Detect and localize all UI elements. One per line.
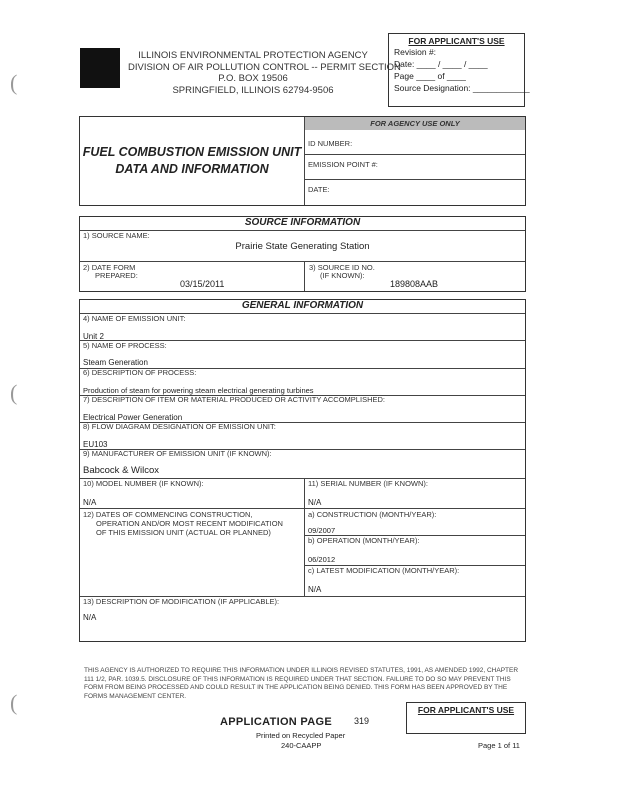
serial-number-value: N/A (308, 498, 322, 507)
flow-diagram-value: EU103 (83, 440, 108, 449)
emission-point-label: EMISSION POINT #: (308, 160, 378, 169)
source-designation-field[interactable]: Source Designation: ____________ (394, 83, 530, 93)
process-name-value: Steam Generation (83, 358, 148, 367)
general-info-title: GENERAL INFORMATION (241, 300, 364, 311)
page-field[interactable]: Page ____ of ____ (394, 71, 466, 81)
application-page-label: APPLICATION PAGE (220, 716, 332, 728)
date-field[interactable]: Date: ____ / ____ / ____ (394, 59, 488, 69)
construction-date-value: 09/2007 (308, 526, 336, 535)
agency-use-header: FOR AGENCY USE ONLY (305, 117, 525, 130)
modification-description-value: N/A (83, 613, 97, 622)
application-page-number: 319 (354, 716, 370, 726)
source-info-title: SOURCE INFORMATION (244, 217, 361, 228)
form-title: FUEL COMBUSTION EMISSION UNIT DATA AND INFORMATION (82, 145, 302, 176)
agency-logo (80, 48, 120, 88)
margin-mark-2: ( (10, 380, 18, 405)
title-block (79, 116, 526, 206)
agency-date-label: DATE: (308, 185, 330, 194)
model-number-value: N/A (83, 498, 97, 507)
source-id-value: 189808AAB (390, 279, 439, 289)
emission-unit-value: Unit 2 (83, 332, 104, 341)
margin-mark-3: ( (10, 690, 18, 715)
page-of: Page 1 of 11 (478, 741, 520, 750)
date-form-value: 03/15/2011 (180, 279, 225, 289)
modification-date-value: N/A (308, 585, 322, 594)
recycled-paper-note: Printed on Recycled Paper (256, 731, 346, 740)
operation-date-value: 06/2012 (308, 555, 336, 564)
agency-use-fields (305, 130, 525, 205)
source-info-section: SOURCE INFORMATION 1) SOURCE NAME: Prairie State Generating Station 2) DATE FORM PREPARED: 03/15/2011 3) SOURCE ID NO. (IF KNOWN): 189808AAB (79, 216, 526, 292)
item-produced-value: Electrical Power Generation (83, 413, 183, 422)
source-name-value: Prairie State Generating Station (235, 241, 370, 252)
footer-applicant-box: FOR APPLICANT'S USE (406, 702, 526, 734)
margin-mark-1: ( (10, 70, 18, 95)
revision-field[interactable]: Revision #: (394, 47, 437, 57)
process-description-value: Production of steam for powering steam electrical generating turbines (83, 386, 314, 395)
agency-address: ILLINOIS ENVIRONMENTAL PROTECTION AGENCY DIVISION OF AIR POLLUTION CONTROL -- PERMIT SECTION P.O. BOX 19506 SPRINGFIELD, ILLINOIS 62794-9506 (128, 50, 401, 96)
id-number-label: ID NUMBER: (308, 139, 353, 148)
form-code: 240-CAAPP (281, 741, 322, 750)
manufacturer-value: Babcock & Wilcox (83, 465, 160, 476)
applicant-use-box: FOR APPLICANT'S USE Revision #: Date: ____ / ____ / ____ Page ____ of ____ Source Designation: ____________ (388, 33, 525, 107)
general-info-section: GENERAL INFORMATION 4) NAME OF EMISSION UNIT: Unit 2 5) NAME OF PROCESS: Steam Generation 6) DESCRIPTION OF PROCESS: Production of steam for powering steam electrical generating turbines 7) DESCRIPTION OF ITEM OR MATERIAL PRODUCED OR ACTIVITY ACCOMPLISHED: Electrical Power Generation 8) FLOW DIAGRAM DESIGNATION OF EMISSION UNIT: EU103 9) MANUFACTURER OF EMISSION UNIT (IF KNOWN): Babcock & Wilcox 10) MODEL NUMBER (IF KNOWN): N/A 11) SERIAL NUMBER (IF KNOWN): N/A 12) DATES OF COMMENCING CONSTRUCTION, OPERATION AND/OR MOST RECENT MODIFICATION OF THIS EMISSION UNIT (ACTUAL OR PLANNED) a) CONSTRUCTION (MONTH/YEAR): 09/2007 b) OPERATION (MONTH/YEAR): 06/2012 c) LATEST MODIFICATION (MONTH/YEAR): N/A 13) DESCRIPTION OF MODIFICATION (IF APPLICABLE): N/A (79, 299, 526, 642)
statutory-notice: THIS AGENCY IS AUTHORIZED TO REQUIRE THIS INFORMATION UNDER ILLINOIS REVISED STATUTES, 1991, AS AMENDED 1992, CHAPTER 111 1/2, PAR. 1039.5. DISCLOSURE OF THIS INFORMATION IS REQUIRED UNDER THAT SECTION. FAILURE TO DO SO MAY PREVENT THIS FORM FROM BEING PROCESSED AND COULD RESULT IN THE APPLICATION BEING DENIED. THIS FORM HAS BEEN APPROVED BY THE FORMS MANAGEMENT CENTER. (84, 667, 519, 700)
